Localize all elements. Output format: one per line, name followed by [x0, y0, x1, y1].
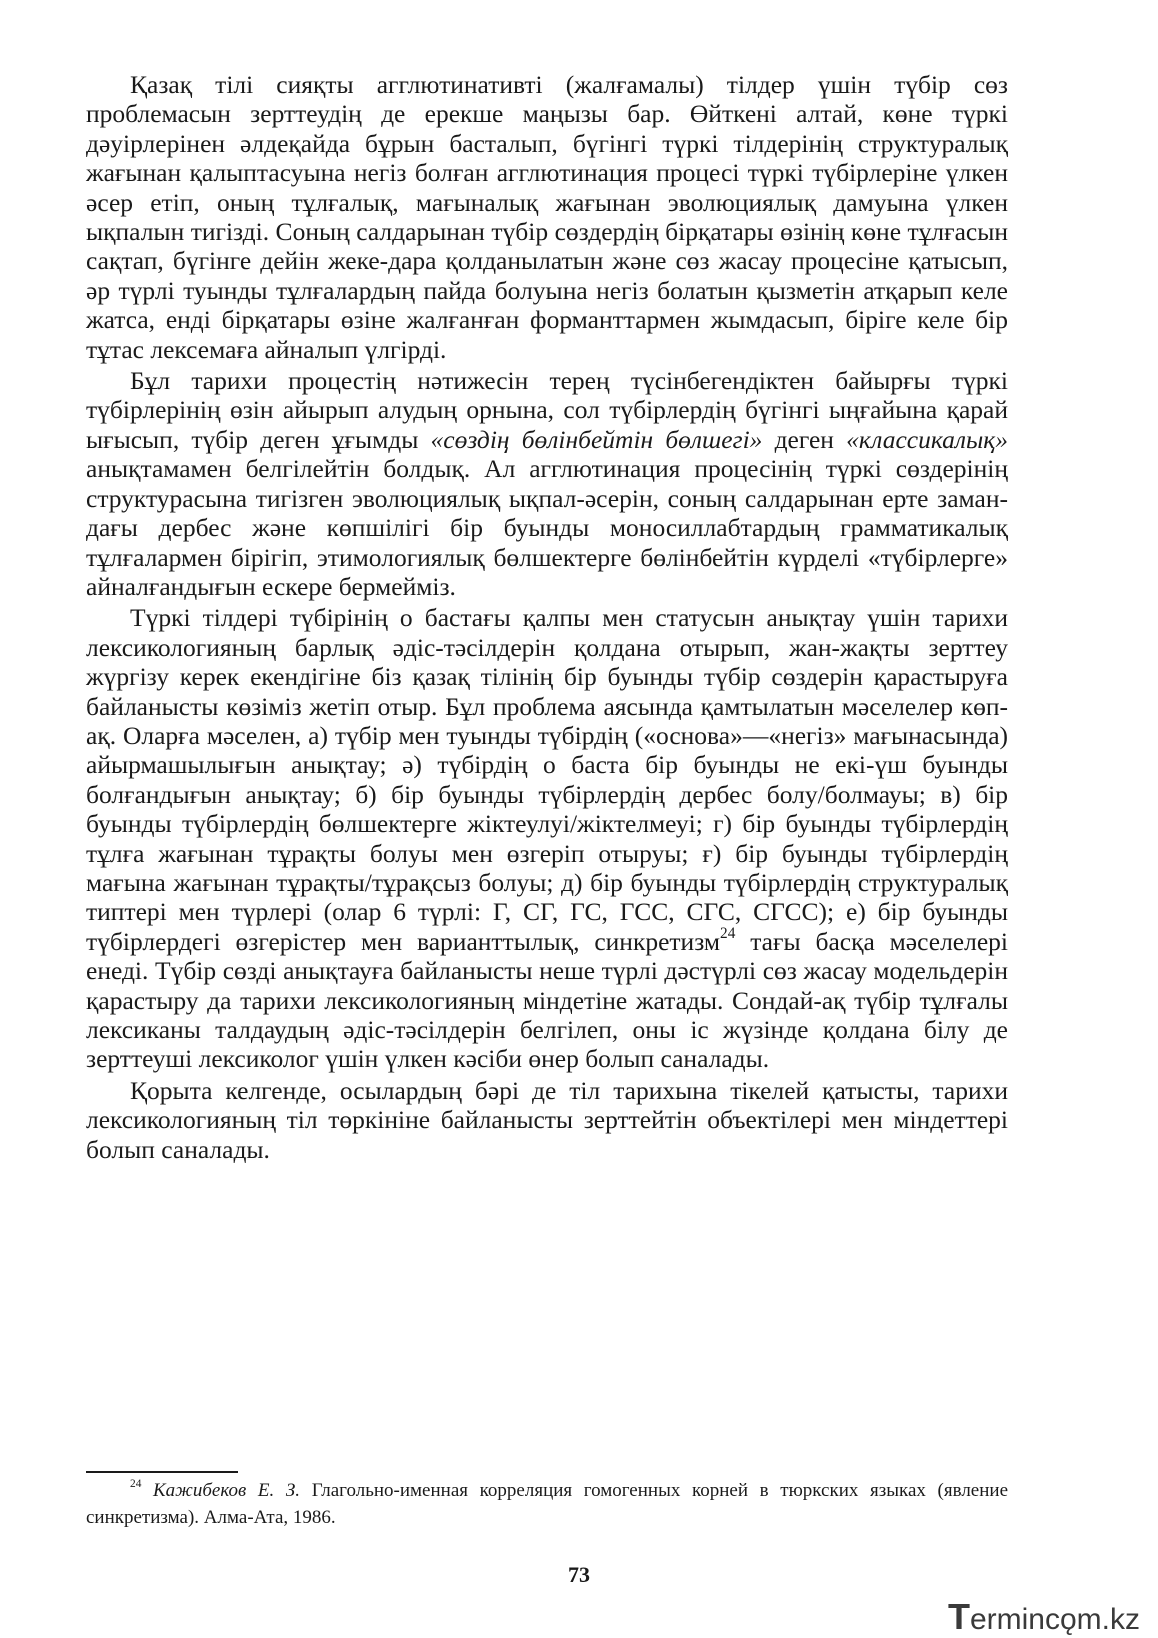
footnote-reference: 24 — [720, 924, 736, 942]
paragraph — [86, 1076, 1008, 1164]
watermark-mid: ǫ — [1059, 1603, 1077, 1636]
text-run: Қазақ тілі сияқты агглютинативті (жалғамалы) тілдер үшін түбір сөз проблемасын зерттеудің де ерекше маңызы бар. Өйткені алтай, көне түркі дәуірлерінен әлдеқайда бұрын басталып, бүгінгі түркі тілдерінің структуралық жағынан қалыптасуына негіз болған агглютинация процесі түркі түбірлеріне үлкен әсер етіп, оның тұлғалық, мағыналық жағынан эволюциялық дамуына үлкен ықпалын тигізді. Соның салдарынан түбір сөздердің бірқатары өзінің көне тұлғасын сақтап, бүгінге дейін жеке-дара қолданылатын және сөз жасау процесіне қатысып, әр түрлі туынды тұлғалардың пайда болуына негіз болатын қызметін атқарып келе жатса, енді бірқатары өзіне жалғанған форманттармен жымдасып, біріге келе бір тұтас лексемаға айналып үлгірді. — [86, 70, 1008, 364]
italic-phrase: «классикалық» — [846, 424, 1008, 454]
watermark-letter: T — [947, 1596, 970, 1637]
text-run: Қорыта келгенде, осылардың бәрі де тіл тарихына тікелей қатысты, тарихи лексикологияның тіл төркініне байланысты зерттейтін объектілері мен міндеттері болып саналады. — [86, 1075, 1008, 1164]
text-run: деген — [762, 424, 847, 454]
paragraph — [86, 366, 1008, 601]
footnote-marker: 24 — [130, 1477, 142, 1490]
paragraph — [86, 70, 1008, 364]
text-run: тағы басқа мәселелері енеді. Түбір сөзді анықтауға байланысты неше түрлі дәстүрлі сөз жасау модельдерін қарастыру да тарихи лексикологияның міндетіне жатады. Сондай-ақ түбір тұлғалы лексиканы талдаудың әдіс-тәсілдерін белгілеп, оны іс жүзінде қолдана білу де зерттеуші лексиколог үшін үлкен кәсіби өнер болып саналады. — [86, 926, 1008, 1074]
text-run: анықтамамен белгілейтін болдық. Ал агглютинация процесінің түркі сөздерінің структурасына тигізген эволюциялық ықпал-әсерін, соның салдарынан ерте замандағы дербес және көпшілігі бір буынды моносиллабтардың грамматикалық тұлғалармен бірігіп, этимологиялық бөлшектерге бөлінбейтін күрделі «түбірлерге» айналғандығын ескере бермейміз. — [86, 454, 1008, 601]
text-run: Бұл тарихи процестің нәтижесін терең түсінбегендіктен байырғы түркі түбірлерінің өзін айырып алудың орнына, сол түбірлердің бүгінгі ыңғайына қарай ығысып, түбір деген ұғымды — [86, 366, 1008, 454]
footnote-author: Кажибеков Е. З. — [153, 1480, 301, 1501]
watermark-rest: erminc — [969, 1603, 1060, 1636]
italic-phrase: «сөздің бөлінбейтін бөлшегі» — [430, 424, 763, 454]
watermark-tail: m.kz — [1076, 1603, 1140, 1636]
text-run: Түркі тілдері түбірінің о бастағы қалпы мен статусын анықтау үшін тарихи лексикологияның барлық әдіс-тәсілдерін қолдана отырып, жан-жақты зерттеу жүргізу керек екендігіне біз қазақ тілінің бір буынды түбір сөздерін қарастыруға байланысты көзіміз жетіп отыр. Бұл проблема аясында қамтылатын мәселелер көп-ақ. Оларға мәселен, а) түбір мен туынды түбірдің («основа»—«негіз» мағынасында) айырмашылығын анықтау; ә) түбірдің о баста бір буынды не екі-үш буынды болғандығын анықтау; б) бір буынды түбірлердің дербес болу/болмауы; в) бір буынды түбірлердің бөлшектерге жіктеулуі/жіктелмеуі; г) бір буынды түбірлердің тұлға жағынан тұрақты болуы мен өзгеріп отыруы; ғ) бір буынды түбірлердің мағына жағынан тұрақты/тұрақсыз болуы; д) бір буынды түбірлердің структуралық типтері мен түрлері (олар 6 түрлі: Г, СГ, ГС, ГСС, СГС, СГСС); е) бір буынды түбірлердегі өзгерістер мен варианттылық, синкретизм — [86, 603, 1008, 956]
body-text — [86, 70, 1008, 1166]
footnote — [86, 1477, 1008, 1531]
paragraph — [86, 603, 1008, 1074]
page-number: 73 — [568, 1562, 590, 1587]
site-watermark — [948, 1596, 1140, 1638]
footnote-divider — [86, 1471, 238, 1473]
footnote-text: Глагольно-именная корреляция гомогенных корней в тюркских языках (явление синкретизма). Алма-Ата, 1986. — [86, 1480, 1009, 1528]
